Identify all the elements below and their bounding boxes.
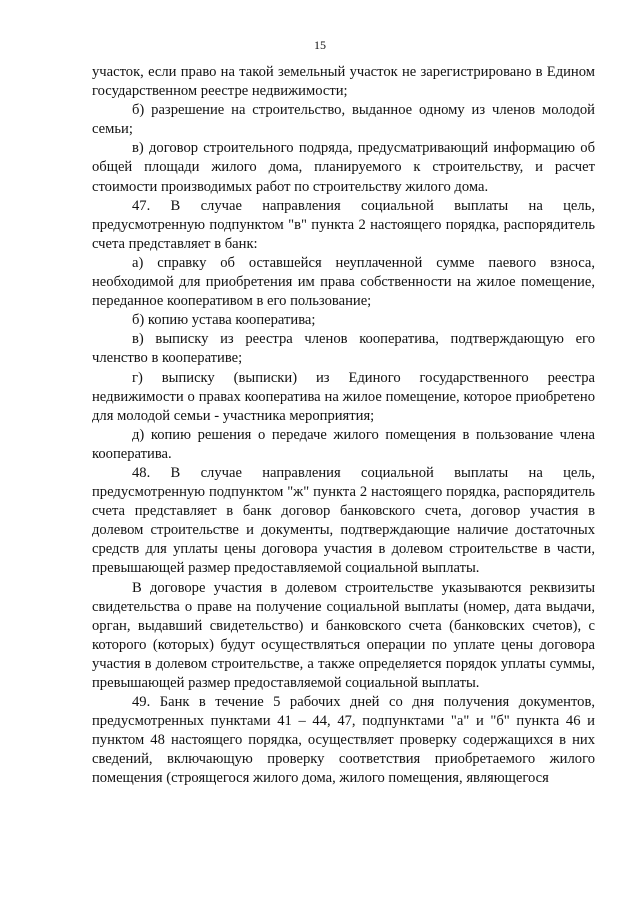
paragraph-item-v-construction-contract: в) договор строительного подряда, предусматривающий информацию об общей площади жилого дома, планируемого к строительству, и расчет стоимости производимых работ по строительству жилого дома. bbox=[92, 140, 595, 195]
paragraph-clause-47-item-a: а) справку об оставшейся неуплаченной сумме паевого взноса, необходимой для приобретения им права собственности на жилое помещение, переданное кооперативом в его пользование; bbox=[92, 254, 595, 310]
paragraph-clause-48: 48. В случае направления социальной выплаты на цель, предусмотренную подпунктом "ж" пункта 2 настоящего порядка, распорядитель счета представляет в банк договор банковского счета, договор участия в долевом строительстве и документы, подтверждающие наличие достаточных средств для уплаты цены договора участия в долевом строительстве в части, превышающей размер предоставляемой социальной выплаты. bbox=[92, 464, 595, 577]
paragraph-clause-47: 47. В случае направления социальной выплаты на цель, предусмотренную подпунктом "в" пункта 2 настоящего порядка, распорядитель счета представляет в банк: bbox=[92, 197, 595, 252]
paragraph-clause-47-item-d: д) копию решения о передаче жилого помещения в пользование члена кооператива. bbox=[92, 426, 595, 462]
paragraph-clause-47-item-b: б) копию устава кооператива; bbox=[132, 312, 316, 329]
paragraph-clause-47-item-g: г) выписку (выписки) из Единого государственного реестра недвижимости о правах кооператива на жилое помещение, которое приобретено для молодой семьи - участника мероприятия; bbox=[92, 369, 595, 424]
document-body bbox=[92, 63, 595, 789]
paragraph-clause-47-item-v: в) выписку из реестра членов кооператива, подтверждающую его членство в кооперативе; bbox=[92, 331, 595, 367]
paragraph-clause-48-contract-details: В договоре участия в долевом строительстве указываются реквизиты свидетельства о праве на получение социальной выплаты (номер, дата выдачи, орган, выдавший свидетельство) и банковского счета (банковских счетов), с которого (которых) будут осуществляться операции по уплате цены договора участия в долевом строительстве, а также определяется порядок уплаты суммы, превышающей размер предоставляемой социальной выплаты. bbox=[92, 579, 595, 691]
paragraph-item-b-building-permit: б) разрешение на строительство, выданное одному из членов молодой семьи; bbox=[92, 102, 595, 138]
page-number: 15 bbox=[314, 38, 326, 52]
paragraph-continuation: участок, если право на такой земельный участок не зарегистрировано в Едином государственном реестре недвижимости; bbox=[92, 64, 595, 100]
paragraph-clause-49: 49. Банк в течение 5 рабочих дней со дня получения документов, предусмотренных пунктами 41 – 44, 47, подпунктами "а" и "б" пункта 46 и пунктом 48 настоящего порядка, осуществляет проверку содержащихся в них сведений, включающую проверку соответствия приобретаемого жилого помещения (строящегося жилого дома, жилого помещения, являющегося bbox=[92, 694, 595, 787]
